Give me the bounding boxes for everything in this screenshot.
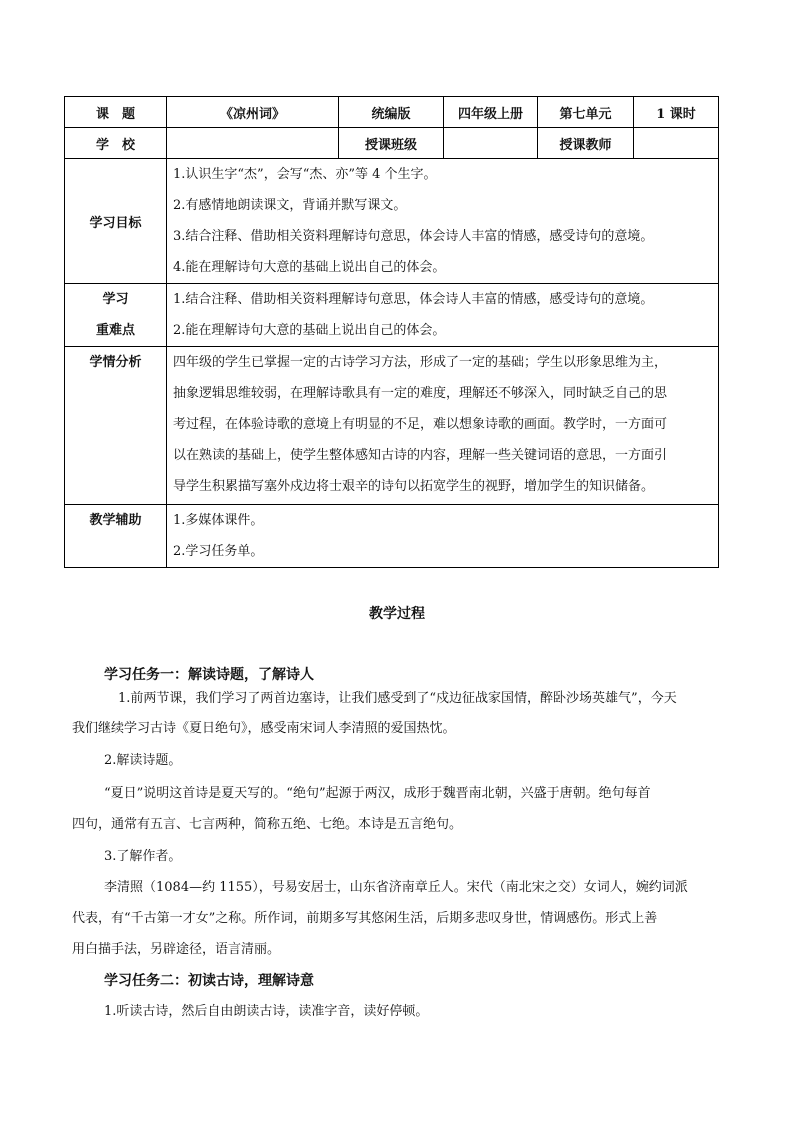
analysis-line: 导学生积累描写塞外戍边将士艰辛的诗句以拓宽学生的视野，增加学生的知识储备。 — [173, 479, 655, 494]
key-point-item: 1.结合注释、借助相关资料理解诗句意思，体会诗人丰富的情感，感受诗句的意境。 — [173, 292, 654, 307]
topic-label: 课 题 — [65, 97, 167, 128]
section-heading: 教学过程 — [369, 606, 425, 622]
analysis-label — [65, 347, 167, 505]
grade: 四年级上册 — [444, 97, 538, 128]
task1-paragraph: 3.了解作者。 — [104, 849, 182, 864]
aid-item: 2.学习任务单。 — [173, 544, 264, 559]
analysis-text — [167, 347, 719, 505]
task1-paragraph: 我们继续学习古诗《夏日绝句》，感受南宋词人李清照的爱国热忱。 — [72, 721, 456, 736]
key-points-label-line1: 学习 — [102, 292, 129, 307]
key-points-list — [167, 284, 719, 347]
task1-paragraph: 1.前两节课，我们学习了两首边塞诗，让我们感受到了“戍边征战家国情，醉卧沙场英雄气”，今天 — [118, 691, 677, 706]
lesson-info-table — [64, 96, 719, 568]
aids-list — [167, 505, 719, 568]
aids-label — [65, 505, 167, 568]
task1-paragraph: 代表，有“千古第一才女”之称。所作词，前期多写其悠闲生活，后期多悲叹身世，情调感伤。形式上善 — [72, 911, 658, 926]
class-hours: 1 课时 — [634, 97, 719, 128]
task1-title: 学习任务一：解读诗题，了解诗人 — [104, 667, 314, 683]
task1-paragraph: 用白描手法，另辟途径，语言清丽。 — [72, 942, 281, 957]
class-label: 授课班级 — [339, 128, 444, 159]
task1-paragraph: 四句，通常有五言、七言两种，简称五绝、七绝。本诗是五言绝句。 — [72, 817, 463, 832]
lesson-title: 《凉州词》 — [167, 97, 339, 128]
school-label: 学 校 — [65, 128, 167, 159]
analysis-label-text: 学情分析 — [89, 355, 142, 370]
school-value — [167, 128, 339, 159]
edition: 统编版 — [339, 97, 444, 128]
task1-paragraph: “夏日”说明这首诗是夏天写的。“绝句”起源于两汉，成形于魏晋南北朝，兴盛于唐朝。绝句每首 — [104, 786, 651, 801]
goal-item: 2.有感情地朗读课文，背诵并默写课文。 — [173, 198, 407, 213]
goals-list — [167, 159, 719, 284]
analysis-line: 抽象逻辑思维较弱，在理解诗歌具有一定的难度，理解还不够深入，同时缺乏自己的思 — [173, 386, 668, 401]
goal-item: 3.结合注释、借助相关资料理解诗句意思，体会诗人丰富的情感，感受诗句的意境。 — [173, 229, 654, 244]
goals-label: 学习目标 — [65, 159, 167, 284]
analysis-line: 四年级的学生已掌握一定的古诗学习方法，形成了一定的基础；学生以形象思维为主， — [173, 355, 668, 370]
analysis-line: 以在熟读的基础上，使学生整体感知古诗的内容，理解一些关键词语的意思，一方面引 — [173, 448, 668, 463]
unit: 第七单元 — [538, 97, 634, 128]
goal-item: 1.认识生字“杰”，会写“杰、亦”等 4 个生字。 — [173, 167, 437, 182]
key-point-item: 2.能在理解诗句大意的基础上说出自己的体会。 — [173, 323, 446, 338]
task1-paragraph: 李清照（1084—约 1155），号易安居士，山东省济南章丘人。宋代（南北宋之交）女词人，婉约词派 — [104, 880, 688, 895]
task2-paragraph: 1.听读古诗，然后自由朗读古诗，读准字音，读好停顿。 — [104, 1004, 429, 1019]
class-value — [444, 128, 538, 159]
key-points-label-line2: 重难点 — [95, 323, 135, 338]
task2-title: 学习任务二：初读古诗，理解诗意 — [104, 973, 314, 989]
goal-item: 4.能在理解诗句大意的基础上说出自己的体会。 — [173, 260, 446, 275]
key-points-label — [65, 284, 167, 347]
task1-paragraph: 2.解读诗题。 — [104, 753, 182, 768]
teacher-label: 授课教师 — [538, 128, 634, 159]
teacher-value — [634, 128, 719, 159]
analysis-line: 考过程，在体验诗歌的意境上有明显的不足，难以想象诗歌的画面。教学时，一方面可 — [173, 417, 668, 432]
aids-label-text: 教学辅助 — [89, 513, 142, 528]
aid-item: 1.多媒体课件。 — [173, 513, 264, 528]
